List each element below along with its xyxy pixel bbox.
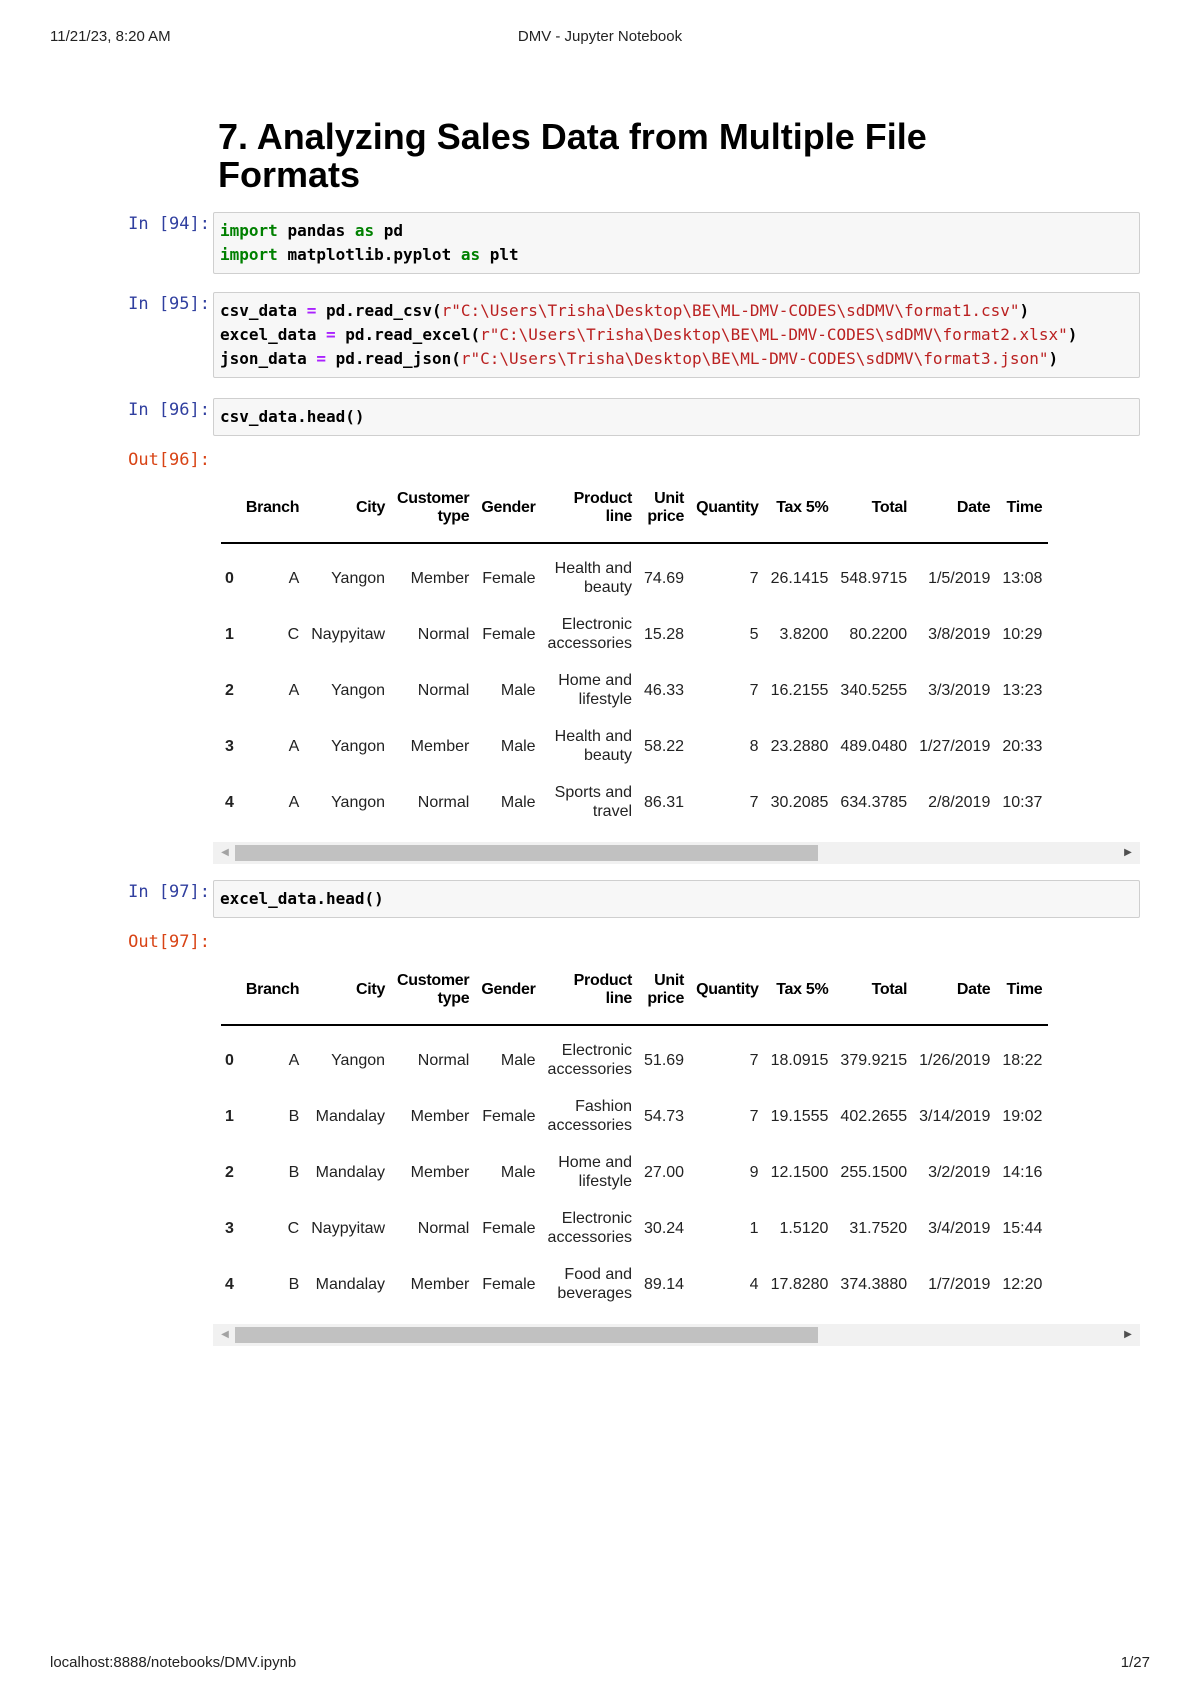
table-cell: B [288,1107,300,1125]
table-cell: Yangon [331,793,386,811]
table-cell: 3/4/2019 [928,1219,991,1237]
table-row [221,718,1048,774]
table-cell: A [288,681,300,699]
table-cell: Sports and travel [554,784,633,820]
code-line [220,887,1133,911]
dataframe-viewport [213,448,1140,830]
table-cell: 20:33 [1002,737,1043,755]
table-cell: 489.0480 [840,737,908,755]
column-header: City [305,474,391,543]
name-token: excel_data.head() [220,889,384,908]
table-cell: 13:08 [1002,569,1043,587]
whitespace-token [336,325,346,344]
row-index: 2 [225,681,234,699]
name-token: csv_data [220,301,298,320]
column-header: Customer type [391,956,475,1025]
table-cell: Female [482,625,536,643]
table-cell: 15:44 [1002,1219,1043,1237]
table-cell: 15.28 [644,625,685,643]
table-header-row [221,956,1048,1025]
keyword-token: as [460,245,481,264]
table-cell: Member [410,737,470,755]
table-cell: 3/14/2019 [919,1107,991,1125]
table-cell: Female [482,569,536,587]
table-cell: 4 [749,1275,759,1293]
column-header [221,956,240,1025]
print-footer [50,1654,1150,1676]
keyword-token: import [220,221,278,240]
table-cell: 634.3785 [840,793,908,811]
code-line [220,405,1133,429]
table-cell: 46.33 [644,681,685,699]
column-header: Product line [542,474,638,543]
table-cell: 1 [749,1219,759,1237]
table-cell: 1/27/2019 [919,737,991,755]
table-cell: Yangon [331,681,386,699]
print-header [50,28,1150,50]
row-index: 1 [225,625,234,643]
table-cell: 1/26/2019 [919,1051,991,1069]
code-input-area[interactable] [213,398,1140,436]
whitespace-token [480,245,490,264]
table-cell: Normal [417,1219,470,1237]
column-header: Tax 5% [765,956,835,1025]
table-cell: Normal [417,625,470,643]
table-cell: 3.8200 [779,625,829,643]
table-cell: 23.2880 [770,737,829,755]
operator-token: = [325,325,336,344]
whitespace-token [297,301,307,320]
table-cell: Member [410,569,470,587]
dataframe-table [221,474,1048,830]
name-token: matplotlib.pyplot [287,245,452,264]
table-cell: A [288,737,300,755]
horizontal-scrollbar[interactable] [213,1324,1140,1346]
code-line [220,219,1133,243]
table-cell: 31.7520 [849,1219,908,1237]
table-cell: Male [500,793,536,811]
table-cell: C [287,625,300,643]
markdown-heading: 7. Analyzing Sales Data from Multiple File Formats [218,116,927,195]
table-row [221,606,1048,662]
table-cell: Health and beauty [554,560,633,596]
whitespace-token [316,301,326,320]
table-cell: Yangon [331,569,386,587]
output-area [213,448,1140,864]
string-token: r"C:\Users\Trisha\Desktop\BE\ML-DMV-CODES\sdDMV\format1.csv" [441,301,1020,320]
print-datetime: 11/21/23, 8:20 AM [50,28,171,45]
scrollbar-thumb[interactable] [235,1327,818,1343]
name-token: pd [383,221,404,240]
code-input-area[interactable] [213,292,1140,378]
row-index: 0 [225,1051,234,1069]
table-cell: 1.5120 [779,1219,829,1237]
code-cell-96[interactable] [100,398,1140,436]
table-cell: Naypyitaw [311,625,386,643]
column-header: Unit price [638,956,690,1025]
table-cell: 340.5255 [840,681,908,699]
table-cell: 10:29 [1002,625,1043,643]
operator-token: = [316,349,326,368]
table-cell: 30.24 [644,1219,685,1237]
code-cell-95[interactable] [100,292,1140,378]
table-cell: Normal [417,793,470,811]
horizontal-scrollbar[interactable] [213,842,1140,864]
table-cell: 30.2085 [770,793,829,811]
table-cell: 255.1500 [840,1163,908,1181]
output-area [213,930,1140,1346]
table-cell: B [288,1163,300,1181]
column-header [221,474,240,543]
whitespace-token [451,245,461,264]
input-prompt: In [94]: [128,214,210,234]
name-token: json_data [220,349,307,368]
whitespace-token [345,221,355,240]
table-cell: Normal [417,681,470,699]
triangle-left-icon[interactable]: ◀ [221,847,229,858]
whitespace-token [374,221,384,240]
table-cell: 18.0915 [770,1051,829,1069]
column-header: Gender [475,956,541,1025]
table-cell: 80.2200 [849,625,908,643]
table-cell: Electronic accessories [547,1210,633,1246]
dataframe-table [221,956,1048,1312]
code-line [220,323,1133,347]
row-index: 3 [225,737,234,755]
table-cell: 86.31 [644,793,685,811]
string-token: r"C:\Users\Trisha\Desktop\BE\ML-DMV-CODES\sdDMV\format3.json" [460,349,1049,368]
name-token: plt [489,245,519,264]
output-cell-97 [100,930,1140,1346]
code-line [220,299,1133,323]
name-token: pandas [287,221,346,240]
input-prompt: In [97]: [128,882,210,902]
code-cell-97[interactable] [100,880,1140,918]
output-cell-96 [100,448,1140,864]
keyword-token: import [220,245,278,264]
table-row [221,1144,1048,1200]
row-index: 4 [225,1275,234,1293]
table-cell: 17.8280 [770,1275,829,1293]
table-cell: Member [410,1107,470,1125]
table-cell: 3/8/2019 [928,625,991,643]
table-cell: Electronic accessories [547,616,633,652]
table-cell: Member [410,1163,470,1181]
table-row [221,543,1048,606]
table-cell: 18:22 [1002,1051,1043,1069]
input-prompt: In [95]: [128,294,210,314]
table-cell: Home and lifestyle [558,672,633,708]
table-cell: 3/2/2019 [928,1163,991,1181]
table-cell: 12.1500 [770,1163,829,1181]
table-cell: 2/8/2019 [928,793,991,811]
table-cell: A [288,569,300,587]
table-cell: 7 [749,681,759,699]
dataframe-viewport [213,930,1140,1312]
table-row [221,774,1048,830]
row-index: 0 [225,569,234,587]
table-cell: 402.2655 [840,1107,908,1125]
name-token: ) [1019,301,1030,320]
table-cell: 12:20 [1002,1275,1043,1293]
table-cell: Female [482,1219,536,1237]
print-page-number: 1/27 [1120,1654,1150,1671]
column-header: Time [996,956,1048,1025]
column-header: City [305,956,391,1025]
table-cell: 26.1415 [770,569,829,587]
table-cell: B [288,1275,300,1293]
column-header: Quantity [690,474,765,543]
column-header: Product line [542,956,638,1025]
input-prompt: In [96]: [128,400,210,420]
triangle-left-icon[interactable]: ◀ [221,1329,229,1340]
table-cell: 54.73 [644,1107,685,1125]
table-cell: 10:37 [1002,793,1043,811]
table-cell: 7 [749,1051,759,1069]
table-cell: 8 [749,737,759,755]
code-line [220,347,1133,371]
table-cell: Female [482,1107,536,1125]
print-title: DMV - Jupyter Notebook [517,28,683,45]
column-header: Branch [240,474,305,543]
table-cell: 51.69 [644,1051,685,1069]
table-cell: Yangon [331,1051,386,1069]
column-header: Gender [475,474,541,543]
table-cell: Member [410,1275,470,1293]
column-header: Time [996,474,1048,543]
table-cell: Mandalay [315,1107,386,1125]
table-cell: 7 [749,569,759,587]
table-cell: 5 [749,625,759,643]
name-token: pd.read_excel( [345,325,481,344]
table-row [221,1025,1048,1088]
string-token: r"C:\Users\Trisha\Desktop\BE\ML-DMV-CODES\sdDMV\format2.xlsx" [480,325,1068,344]
row-index: 1 [225,1107,234,1125]
code-input-area[interactable] [213,212,1140,274]
table-cell: Home and lifestyle [558,1154,633,1190]
table-cell: Health and beauty [554,728,633,764]
table-row [221,1200,1048,1256]
column-header: Tax 5% [765,474,835,543]
name-token: csv_data.head() [220,407,365,426]
whitespace-token [326,349,336,368]
name-token: excel_data [220,325,317,344]
table-cell: Yangon [331,737,386,755]
table-cell: 1/5/2019 [928,569,991,587]
column-header: Unit price [638,474,690,543]
name-token: ) [1067,325,1078,344]
table-cell: Female [482,1275,536,1293]
column-header: Quantity [690,956,765,1025]
table-cell: Electronic accessories [547,1042,633,1078]
table-row [221,1256,1048,1312]
table-cell: Male [500,681,536,699]
table-cell: 89.14 [644,1275,685,1293]
table-cell: 374.3880 [840,1275,908,1293]
table-cell: Food and beverages [557,1266,633,1302]
whitespace-token [316,325,326,344]
table-cell: 13:23 [1002,681,1043,699]
table-cell: Fashion accessories [547,1098,633,1134]
table-row [221,662,1048,718]
table-cell: A [288,1051,300,1069]
column-header: Branch [240,956,305,1025]
row-index: 3 [225,1219,234,1237]
table-cell: C [287,1219,300,1237]
table-row [221,1088,1048,1144]
table-cell: 19.1555 [770,1107,829,1125]
table-cell: 19:02 [1002,1107,1043,1125]
table-cell: Mandalay [315,1163,386,1181]
table-cell: 7 [749,793,759,811]
table-cell: 7 [749,1107,759,1125]
table-cell: 3/3/2019 [928,681,991,699]
table-cell: 379.9215 [840,1051,908,1069]
name-token: ) [1048,349,1059,368]
whitespace-token [278,245,288,264]
table-cell: A [288,793,300,811]
column-header: Total [834,474,913,543]
output-prompt: Out[96]: [128,450,210,470]
table-cell: 16.2155 [770,681,829,699]
keyword-token: as [354,221,375,240]
table-cell: Mandalay [315,1275,386,1293]
triangle-right-icon[interactable]: ▶ [1124,1329,1132,1340]
code-input-area[interactable] [213,880,1140,918]
name-token: pd.read_json( [335,349,461,368]
code-cell-94[interactable] [100,212,1140,274]
whitespace-token [278,221,288,240]
table-cell: Male [500,1051,536,1069]
table-cell: 74.69 [644,569,685,587]
column-header: Customer type [391,474,475,543]
table-cell: 548.9715 [840,569,908,587]
name-token: pd.read_csv( [325,301,442,320]
column-header: Date [913,956,996,1025]
table-cell: 27.00 [644,1163,685,1181]
table-cell: Male [500,737,536,755]
code-line [220,243,1133,267]
triangle-right-icon[interactable]: ▶ [1124,847,1132,858]
column-header: Date [913,474,996,543]
table-cell: 9 [749,1163,759,1181]
notebook-container [100,118,1140,1346]
output-prompt: Out[97]: [128,932,210,952]
table-cell: Normal [417,1051,470,1069]
table-cell: 14:16 [1002,1163,1043,1181]
table-header-row [221,474,1048,543]
table-cell: 58.22 [644,737,685,755]
table-cell: Naypyitaw [311,1219,386,1237]
table-cell: Male [500,1163,536,1181]
row-index: 4 [225,793,234,811]
whitespace-token [307,349,317,368]
scrollbar-thumb[interactable] [235,845,818,861]
column-header: Total [834,956,913,1025]
operator-token: = [306,301,317,320]
print-url: localhost:8888/notebooks/DMV.ipynb [50,1654,297,1671]
table-cell: 1/7/2019 [928,1275,991,1293]
row-index: 2 [225,1163,234,1181]
